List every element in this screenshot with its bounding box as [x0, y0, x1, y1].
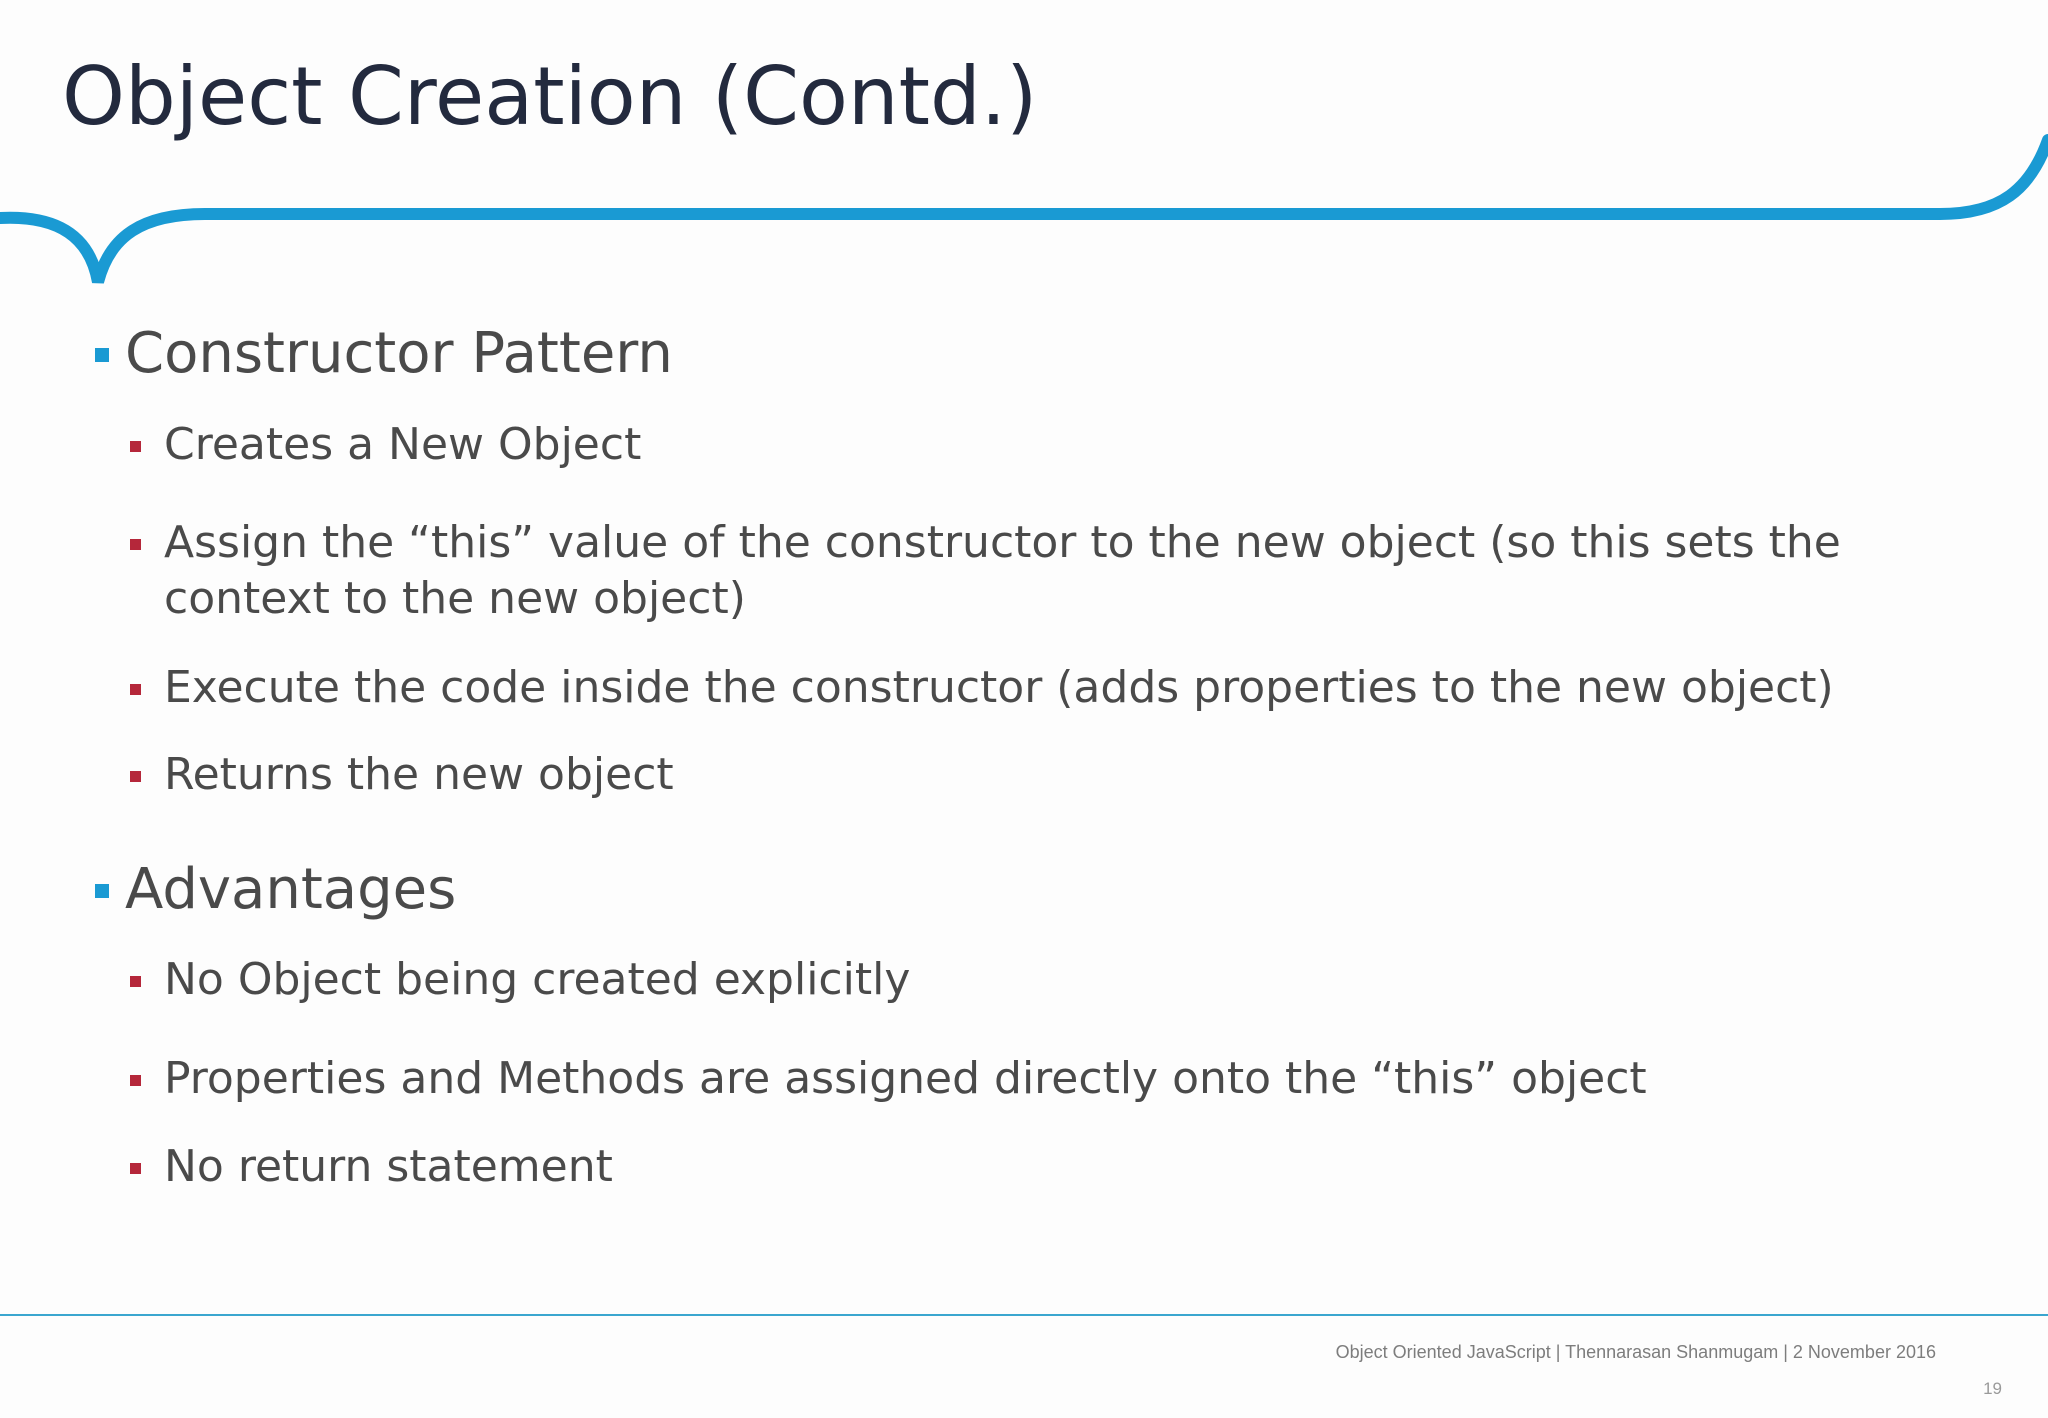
footer-divider — [0, 1314, 2048, 1316]
bullet-text: No Object being created explicitly — [164, 954, 911, 1005]
square-bullet-icon — [95, 348, 109, 362]
square-bullet-icon — [130, 684, 141, 695]
sub-bullet — [164, 660, 1834, 716]
page-number: 19 — [1983, 1379, 2002, 1398]
bullet-text: Constructor Pattern — [125, 321, 673, 386]
sub-bullet — [164, 1051, 1647, 1107]
bullet-text: Creates a New Object — [164, 419, 642, 470]
bullet-advantages — [125, 858, 456, 922]
bullet-text: Properties and Methods are assigned directly onto the “this” object — [164, 1053, 1647, 1104]
sub-bullet-continuation — [164, 571, 746, 627]
bullet-constructor-pattern — [125, 322, 673, 386]
bullet-text: Assign the “this” value of the constructor to the new object (so this sets the — [164, 517, 1841, 568]
sub-bullet — [164, 417, 641, 473]
slide-title: Object Creation (Contd.) — [62, 50, 1038, 143]
bullet-text: Returns the new object — [164, 749, 674, 800]
square-bullet-icon — [130, 441, 141, 452]
sub-bullet — [164, 1139, 613, 1195]
footer-text: Object Oriented JavaScript | Thennarasan Shanmugam | 2 November 2016 — [1335, 1342, 1936, 1362]
bullet-text: No return statement — [164, 1141, 613, 1192]
sub-bullet — [164, 515, 1841, 571]
sub-bullet — [164, 747, 674, 803]
sub-bullet — [164, 952, 910, 1008]
bullet-text: Advantages — [125, 857, 457, 922]
bullet-text: Execute the code inside the constructor (adds properties to the new object) — [164, 662, 1834, 713]
square-bullet-icon — [95, 884, 109, 898]
bullet-text: context to the new object) — [164, 573, 746, 624]
square-bullet-icon — [130, 1075, 141, 1086]
square-bullet-icon — [130, 1163, 141, 1174]
square-bullet-icon — [130, 976, 141, 987]
square-bullet-icon — [130, 539, 141, 550]
square-bullet-icon — [130, 771, 141, 782]
